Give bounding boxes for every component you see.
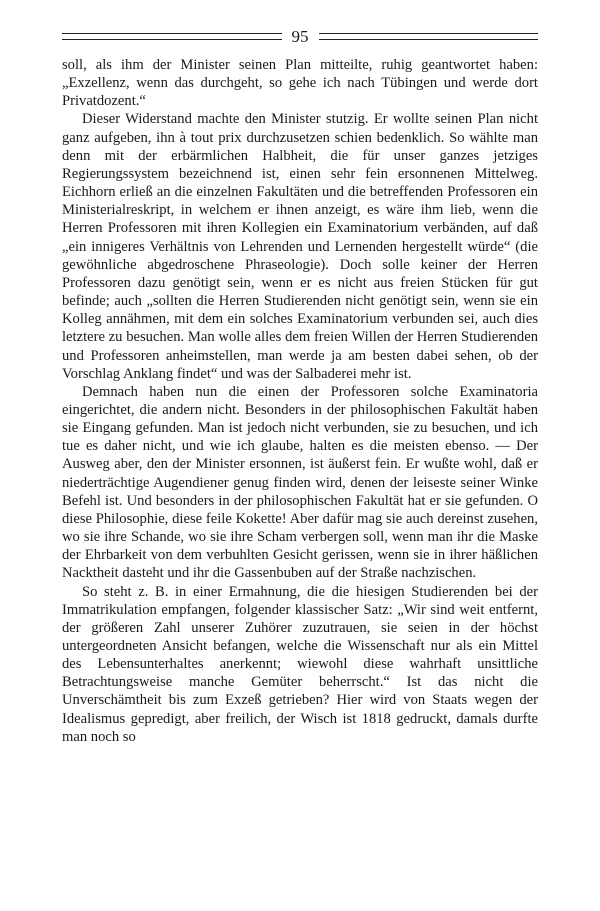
paragraph: Demnach haben nun die einen der Professoren solche Examinatoria eingerichtet, die andern nicht. Besonders in der philosophischen Fakultät haben sie Eingang gefunden. Man ist jedoch nicht verbunden, sie zu besuchen, und ich tue es daher nicht, und wie ich glaube, halten es die meisten ebenso. — Der Ausweg aber, den der Minister ersonnen, ist äußerst fein. Er wußte wohl, daß er niederträchtige Augendiener genug finden wird, denen der leiseste seiner Winke Befehl ist. Und besonders in der philosophischen Fakultät hat er sie gefunden. O diese Philosophie, diese feile Kokette! Aber dafür mag sie auch dereinst zusehen, wo sie ihre Schande, wo sie ihre Scham verbergen soll, wenn man ihr die Maske der Ehrbarkeit von dem verbuhlten Gesicht gerissen, wenn sie in ihrer häßlichen Nacktheit dasteht und ihr die Gassenbuben auf der Straße nachzischen. — [62, 383, 538, 582]
body-text — [62, 56, 538, 746]
book-page — [62, 22, 538, 746]
paragraph: So steht z. B. in einer Ermahnung, die die hiesigen Studierenden bei der Immatrikulation empfangen, folgender klassischer Satz: „Wir sind weit entfernt, der größeren Zahl unserer Zuhörer zuzutrauen, sie seien in der höchst untergeordneten Ansicht befangen, welche die Wissenschaft nur als ein Mittel des Lebensunterhaltes anerkennt; wiewohl diese wahrhaft unsittliche Betrachtungsweise manche Gemüter beherrscht.“ Ist das nicht die Unverschämtheit bis zum Exzeß getrieben? Hier wird von Staats wegen der Idealismus gepredigt, aber freilich, der Wisch ist 1818 gedruckt, damals durfte man noch so — [62, 583, 538, 745]
paragraph: Dieser Widerstand machte den Minister stutzig. Er wollte seinen Plan nicht ganz aufgeben, ihn à tout prix durchzusetzen schien bedenklich. So wählte man denn mit der erbärmlichen Halbheit, die für unser ganzes jetziges Regierungssystem bezeichnend ist, einen sehr fein ersonnenen Mittelweg. Eichhorn erließ an die einzelnen Fakultäten und die betreffenden Professoren ein Ministerialreskript, in welchem er ihnen anzeigt, es wäre ihm lieb, wenn die Herren Professoren mit ihren Kollegien ein Examinatorium verbänden, auf daß „ein innigeres Verhältnis von Lehrenden und Lernenden hergestellt würde“ (die gewöhnliche abgedroschene Phraseologie). Doch solle keiner der Herren Professoren dazu genötigt sein, wenn er es nicht aus freien Stücken für gut befinde; auch „sollten die Herren Studierenden nicht genötigt sein, wenn sie ein Kolleg annähmen, mit dem ein solches Examinatorium verbunden sei, auch dies letztere zu besuchen. Man wolle alles dem freien Willen der Herren Studierenden und Professoren anheimstellen, man werde ja am besten dabei sehen, ob der Vorschlag Anklang findet“ und was der Salbaderei mehr ist. — [62, 111, 538, 382]
header-rule-left — [62, 33, 282, 40]
header-rule-right — [319, 33, 539, 40]
page-number: 95 — [291, 26, 309, 46]
page-header — [62, 22, 538, 50]
paragraph-continuation: soll, als ihm der Minister seinen Plan mitteilte, ruhig geantwortet haben: „Exzellenz, wenn das durchgeht, so gehe ich nach Tübingen und werde dort Privatdozent.“ — [62, 57, 538, 110]
